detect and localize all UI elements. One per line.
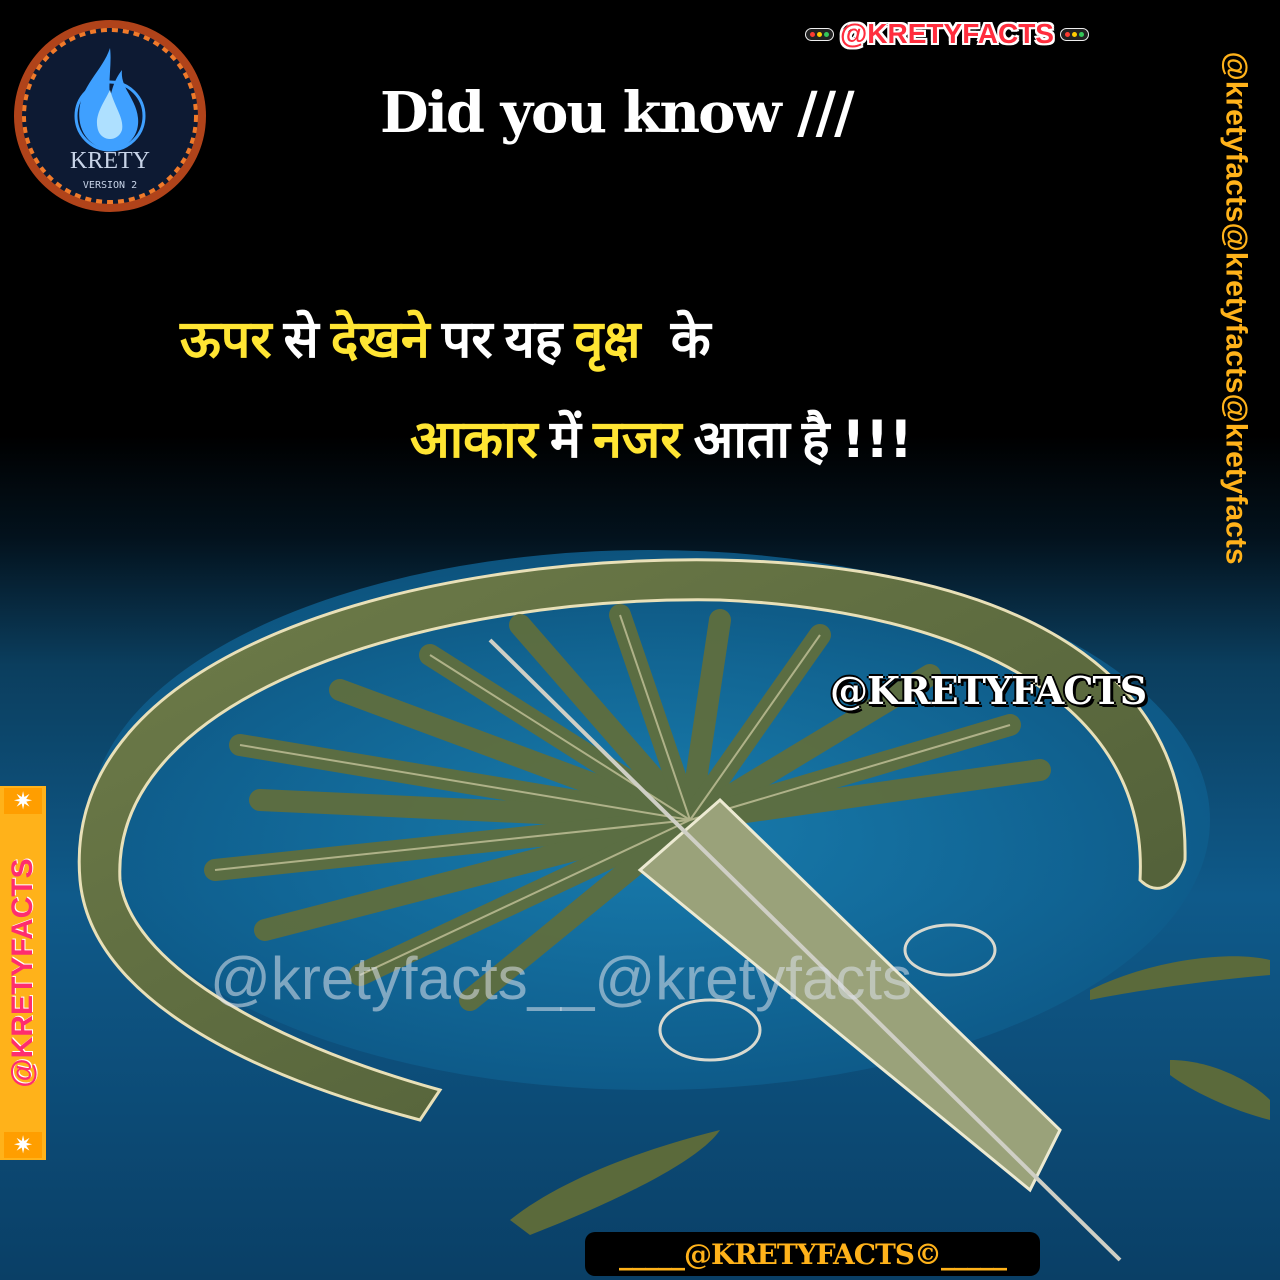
hindi-word: से <box>283 310 319 370</box>
headline: Did you know /// <box>380 80 853 146</box>
hindi-word: !!! <box>841 410 913 470</box>
mid-handle: @KRETYFACTS <box>830 668 1147 713</box>
side-handle-left <box>0 786 46 1160</box>
top-handle <box>805 14 1089 54</box>
side-handle-right <box>1216 28 1256 588</box>
hindi-word: देखने <box>330 310 430 370</box>
star-icon: ✷ <box>4 1132 42 1158</box>
side-handle-right-text: @kretyfacts@kretyfacts@kretyfacts <box>1220 51 1253 565</box>
hindi-word: है <box>801 410 830 470</box>
hindi-word: वृक्ष <box>574 310 641 370</box>
hindi-word: आता <box>693 410 790 470</box>
hindi-line-1 <box>180 302 723 373</box>
top-handle-text: @KRETYFACTS <box>840 18 1054 49</box>
star-icon: ✷ <box>4 788 42 814</box>
hindi-line-2 <box>410 402 925 473</box>
hindi-word: नजर <box>592 410 682 470</box>
traffic-light-icon <box>805 28 834 41</box>
bottom-handle: _____@KRETYFACTS©_____ <box>585 1232 1040 1276</box>
hindi-word: में <box>549 410 581 470</box>
hindi-word: ऊपर <box>180 310 272 370</box>
hindi-word: यह <box>504 310 563 370</box>
svg-text:VERSION 2: VERSION 2 <box>82 180 138 191</box>
hindi-word: आकार <box>410 410 538 470</box>
krety-logo <box>12 18 208 214</box>
hindi-word: के <box>652 310 711 370</box>
side-handle-left-text: @KRETYFACTS <box>6 858 39 1088</box>
svg-text:KRETY: KRETY <box>70 148 150 174</box>
hindi-word: पर <box>441 310 493 370</box>
traffic-light-icon <box>1060 28 1089 41</box>
watermark: @kretyfacts__@kretyfacts <box>210 945 913 1012</box>
